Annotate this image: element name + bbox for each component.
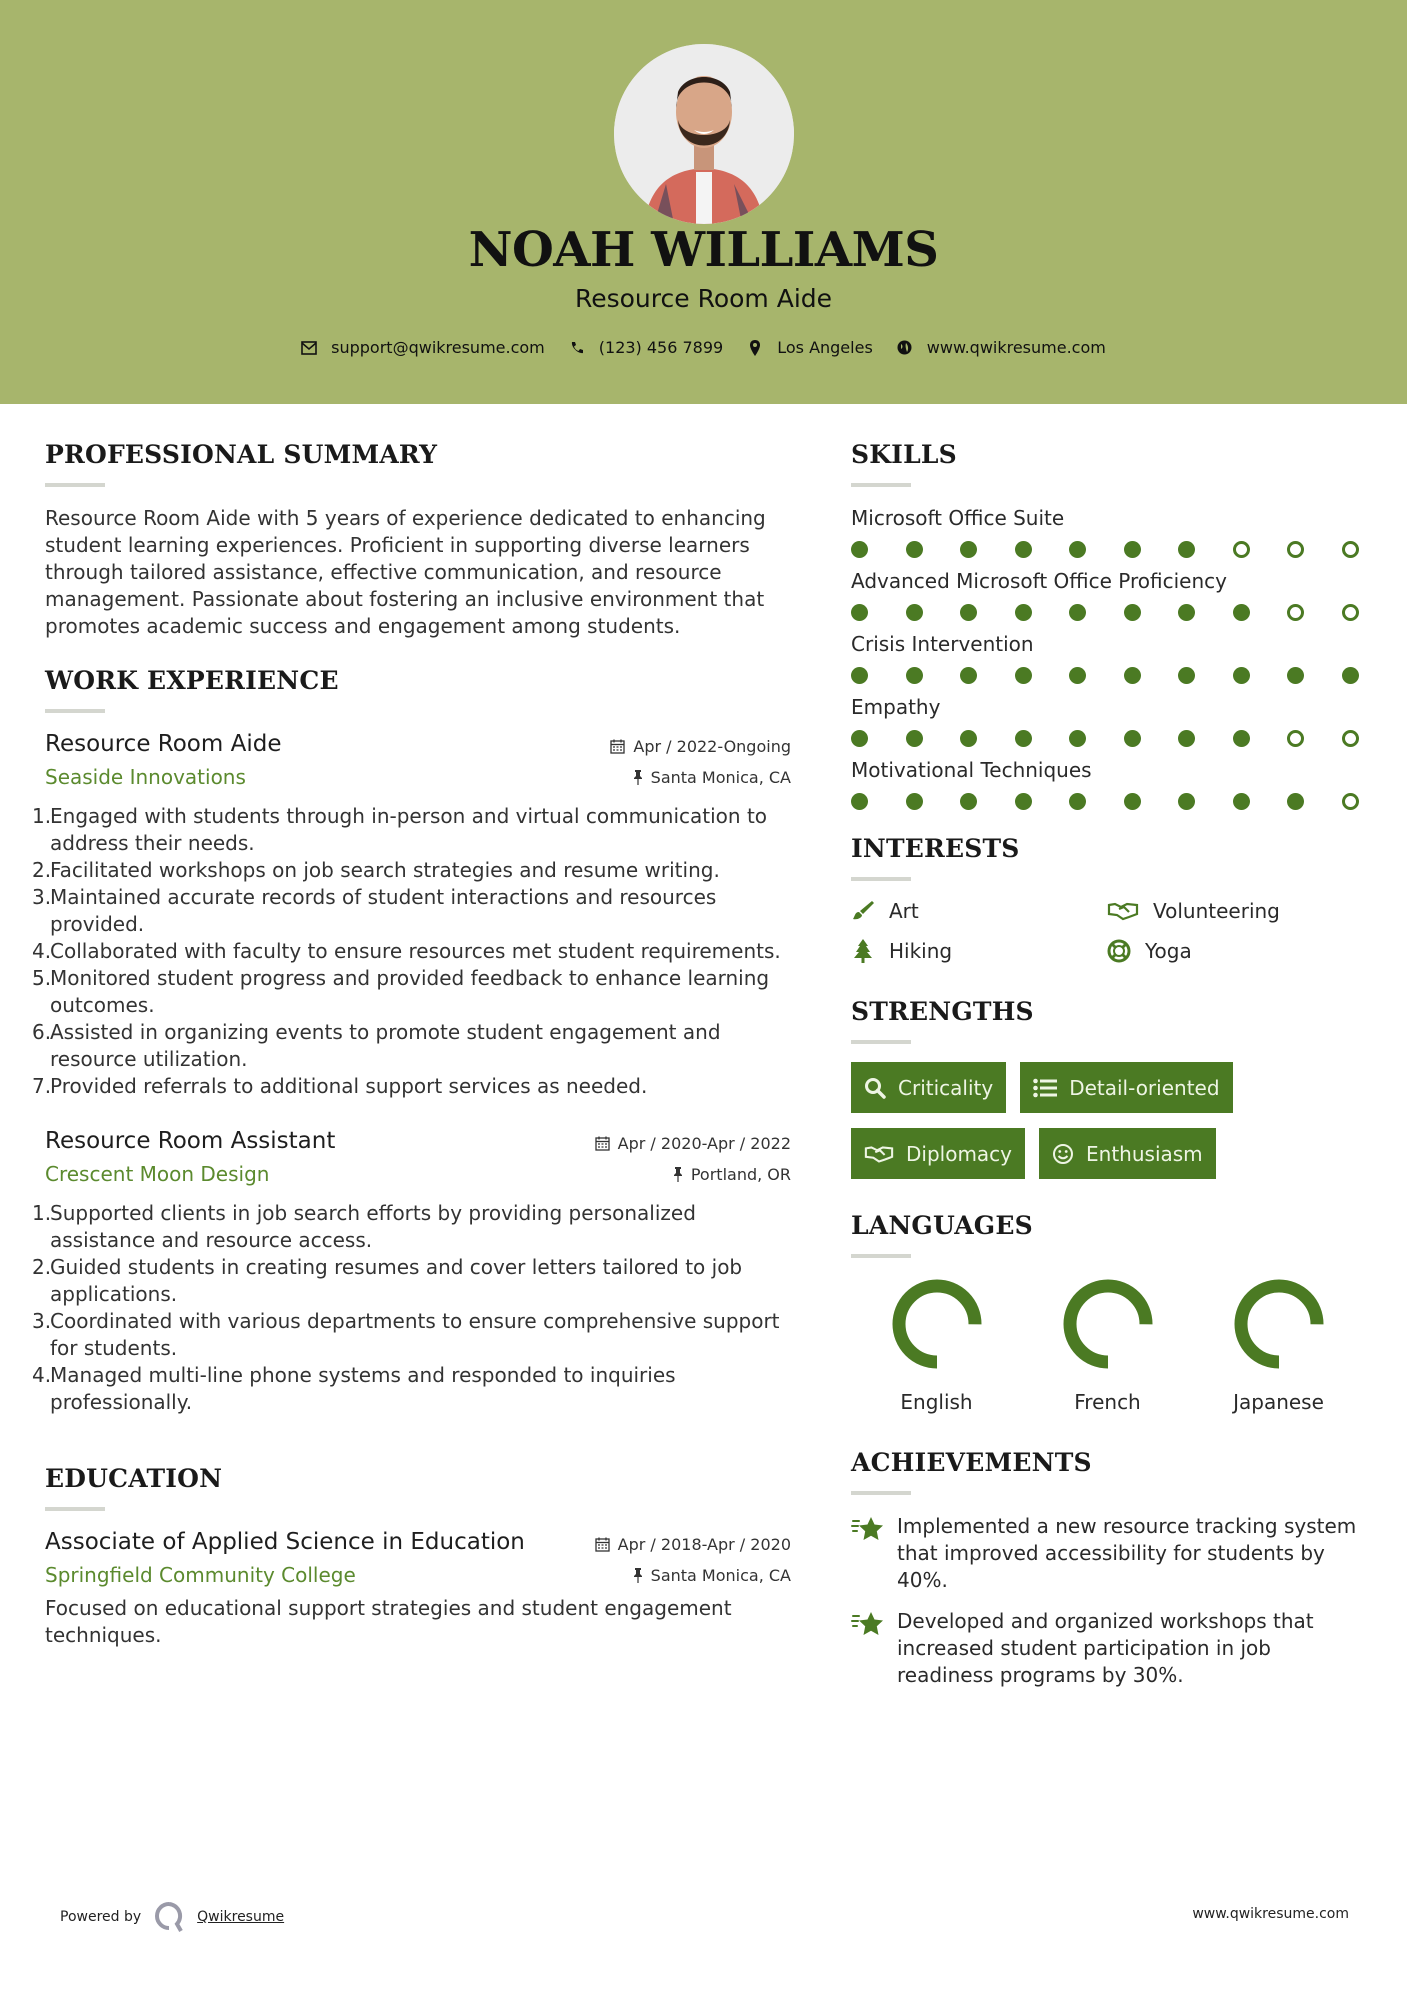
skill-name: Empathy xyxy=(851,695,941,719)
section-divider xyxy=(851,877,911,881)
candidate-title: Resource Room Aide xyxy=(574,284,833,313)
section-divider xyxy=(851,1491,911,1495)
summary-section xyxy=(45,440,791,640)
job-entry xyxy=(32,1128,791,1416)
rating-dot-filled xyxy=(906,541,923,558)
skill-name: Motivational Techniques xyxy=(851,758,1092,782)
education-heading: EDUCATION xyxy=(45,1464,223,1493)
education-dates-text: Apr / 2018-Apr / 2020 xyxy=(617,1535,791,1554)
rating-dot-filled xyxy=(1233,667,1250,684)
rating-dot-filled xyxy=(960,604,977,621)
rating-dot-filled xyxy=(906,667,923,684)
degree-name: Associate of Applied Science in Education xyxy=(45,1529,525,1555)
skill-name: Crisis Intervention xyxy=(851,632,1034,656)
globe-icon xyxy=(897,340,913,356)
languages-heading: LANGUAGES xyxy=(851,1211,1033,1240)
footer-website-link[interactable]: www.qwikresume.com xyxy=(1192,1906,1349,1922)
rating-dot-filled xyxy=(1015,541,1032,558)
job-dates-text: Apr / 2020-Apr / 2022 xyxy=(617,1134,791,1153)
section-divider xyxy=(45,483,105,487)
language-name: English xyxy=(900,1390,973,1414)
interest-art: Art xyxy=(851,899,1107,923)
strengths-heading: STRENGTHS xyxy=(851,997,1034,1026)
rating-dot-filled xyxy=(1015,604,1032,621)
skill-name: Microsoft Office Suite xyxy=(851,506,1065,530)
rating-dot-filled xyxy=(1069,667,1086,684)
job-company: Crescent Moon Design xyxy=(45,1162,270,1186)
calendar-icon xyxy=(610,739,625,754)
location-text: Los Angeles xyxy=(777,338,873,357)
achievement-item: Developed and organized workshops that increased student participation in job readiness programs by 30%. xyxy=(851,1608,1371,1689)
section-divider xyxy=(45,1507,105,1511)
duty-item: 4.Collaborated with faculty to ensure resources met student requirements. xyxy=(32,939,781,963)
left-column xyxy=(32,440,791,1649)
rating-dot-filled xyxy=(1178,604,1195,621)
achievements-heading: ACHIEVEMENTS xyxy=(851,1448,1092,1477)
education-description: Focused on educational support strategies and student engagement techniques. xyxy=(45,1596,732,1647)
rating-dot-filled xyxy=(1178,667,1195,684)
rating-dot-filled xyxy=(906,604,923,621)
job-role: Resource Room Aide xyxy=(45,731,282,757)
phone-icon xyxy=(569,340,585,356)
rating-dot-filled xyxy=(1015,793,1032,810)
rating-dot-filled xyxy=(1233,793,1250,810)
skill-item xyxy=(851,631,1371,684)
pushpin-icon xyxy=(673,1167,683,1182)
language-name: Japanese xyxy=(1233,1390,1324,1414)
paintbrush-icon xyxy=(851,899,875,923)
language-name: French xyxy=(1074,1390,1141,1414)
job-entry xyxy=(32,731,791,1100)
calendar-icon xyxy=(595,1537,610,1552)
rating-dot-filled xyxy=(960,667,977,684)
skill-rating xyxy=(851,604,1359,621)
handshake-icon xyxy=(1107,899,1139,923)
job-dates xyxy=(595,1134,791,1153)
duty-item: 1.Supported clients in job search efforts by providing personalized assistance and resource access. xyxy=(32,1201,696,1252)
star-award-icon xyxy=(851,1610,887,1642)
interests-heading: INTERESTS xyxy=(851,834,1020,863)
pushpin-icon xyxy=(633,1568,643,1583)
rating-dot-filled xyxy=(1178,541,1195,558)
job-company: Seaside Innovations xyxy=(45,765,246,789)
skill-item xyxy=(851,757,1371,810)
language-item xyxy=(851,1276,1022,1414)
languages-section xyxy=(851,1211,1371,1414)
strength-detail-oriented: Detail-oriented xyxy=(1020,1062,1232,1113)
rating-dot-filled xyxy=(1124,730,1141,747)
rating-dot-empty xyxy=(1287,604,1304,621)
rating-dot-filled xyxy=(906,793,923,810)
rating-dot-filled xyxy=(1287,667,1304,684)
strength-criticality: Criticality xyxy=(851,1062,1006,1113)
rating-dot-filled xyxy=(1124,541,1141,558)
language-item xyxy=(1022,1276,1193,1414)
skill-item xyxy=(851,505,1371,558)
language-progress-ring xyxy=(889,1276,985,1372)
language-progress-ring xyxy=(1231,1276,1327,1372)
duty-item: 3.Coordinated with various departments to ensure comprehensive support for students. xyxy=(32,1309,780,1360)
skills-heading: SKILLS xyxy=(851,440,957,469)
search-icon xyxy=(864,1077,886,1099)
strengths-section xyxy=(851,997,1371,1179)
rating-dot-filled xyxy=(1124,793,1141,810)
section-divider xyxy=(851,1254,911,1258)
star-award-icon xyxy=(851,1515,887,1547)
email-text: support@qwikresume.com xyxy=(331,338,545,357)
duty-item: 6.Assisted in organizing events to promote student engagement and resource utilization. xyxy=(32,1020,721,1071)
education-dates xyxy=(595,1535,791,1554)
job-location-text: Portland, OR xyxy=(690,1164,791,1184)
qwikresume-logo-icon xyxy=(155,1902,183,1932)
job-location xyxy=(673,1165,791,1184)
pushpin-icon xyxy=(633,770,643,785)
skill-item xyxy=(851,694,1371,747)
duty-item: 2.Facilitated workshops on job search strategies and resume writing. xyxy=(32,858,720,882)
skills-section xyxy=(851,440,1371,810)
rating-dot-empty xyxy=(1342,604,1359,621)
duty-list xyxy=(32,1200,791,1416)
rating-dot-filled xyxy=(851,667,868,684)
map-marker-icon xyxy=(747,340,763,356)
rating-dot-filled xyxy=(1015,730,1032,747)
language-item xyxy=(1193,1276,1364,1414)
envelope-icon xyxy=(301,340,317,356)
rating-dot-filled xyxy=(1178,730,1195,747)
candidate-name: NOAH WILLIAMS xyxy=(468,222,939,278)
section-divider xyxy=(851,1040,911,1044)
rating-dot-filled xyxy=(1069,604,1086,621)
skill-rating xyxy=(851,541,1359,558)
rating-dot-filled xyxy=(960,793,977,810)
education-section xyxy=(45,1464,791,1649)
duty-item: 5.Monitored student progress and provided feedback to enhance learning outcomes. xyxy=(32,966,770,1017)
rating-dot-filled xyxy=(851,541,868,558)
tree-icon xyxy=(851,939,875,963)
education-location-text: Santa Monica, CA xyxy=(650,1565,791,1585)
smile-icon xyxy=(1052,1143,1074,1165)
skill-item xyxy=(851,568,1371,621)
skill-rating xyxy=(851,730,1359,747)
achievements-section xyxy=(851,1448,1371,1689)
rating-dot-empty xyxy=(1342,541,1359,558)
rating-dot-filled xyxy=(851,604,868,621)
skill-name: Advanced Microsoft Office Proficiency xyxy=(851,569,1227,593)
rating-dot-empty xyxy=(1287,730,1304,747)
school-name: Springfield Community College xyxy=(45,1563,356,1587)
rating-dot-filled xyxy=(1069,730,1086,747)
contact-phone[interactable] xyxy=(569,338,723,357)
duty-list xyxy=(32,803,791,1100)
duty-item: 1.Engaged with students through in-person and virtual communication to address their needs. xyxy=(32,804,768,855)
strength-diplomacy: Diplomacy xyxy=(851,1128,1025,1179)
rating-dot-filled xyxy=(1124,604,1141,621)
duty-item: 3.Maintained accurate records of student interactions and resources provided. xyxy=(32,885,717,936)
interest-hiking: Hiking xyxy=(851,939,1107,963)
skill-rating xyxy=(851,793,1359,810)
rating-dot-filled xyxy=(1233,730,1250,747)
duty-item: 7.Provided referrals to additional support services as needed. xyxy=(32,1074,648,1098)
rating-dot-filled xyxy=(960,541,977,558)
rating-dot-filled xyxy=(1124,667,1141,684)
rating-dot-empty xyxy=(1342,730,1359,747)
rating-dot-filled xyxy=(1178,793,1195,810)
footer-powered-by: Powered by Qwikresume xyxy=(60,1902,284,1932)
profile-photo xyxy=(614,44,794,224)
rating-dot-empty xyxy=(1287,541,1304,558)
rating-dot-empty xyxy=(1342,793,1359,810)
rating-dot-empty xyxy=(1233,541,1250,558)
contact-email[interactable] xyxy=(301,338,545,357)
rating-dot-filled xyxy=(1342,667,1359,684)
rating-dot-filled xyxy=(1069,541,1086,558)
right-column xyxy=(851,440,1371,1703)
job-location-text: Santa Monica, CA xyxy=(650,767,791,787)
qwikresume-link[interactable]: Qwikresume xyxy=(197,1909,285,1925)
resume-header xyxy=(0,0,1407,404)
section-divider xyxy=(851,483,911,487)
job-dates-text: Apr / 2022-Ongoing xyxy=(633,737,791,756)
job-location xyxy=(633,768,791,787)
contact-location xyxy=(747,338,873,357)
summary-heading: PROFESSIONAL SUMMARY xyxy=(45,440,438,469)
life-ring-icon xyxy=(1107,939,1131,963)
rating-dot-filled xyxy=(1015,667,1032,684)
summary-text: Resource Room Aide with 5 years of experience dedicated to enhancing student learning experiences. Proficient in supporting diverse learners through tailored assistance, effective communication, and resource management. Passionate about fostering an inclusive environment that promotes academic success and engagement among students. xyxy=(45,506,766,638)
rating-dot-filled xyxy=(851,793,868,810)
calendar-icon xyxy=(595,1136,610,1151)
section-divider xyxy=(45,709,105,713)
rating-dot-filled xyxy=(906,730,923,747)
achievement-item: Implemented a new resource tracking system that improved accessibility for students by 40%. xyxy=(851,1513,1371,1594)
contact-bar xyxy=(0,338,1407,357)
handshake-icon xyxy=(864,1144,894,1164)
strength-enthusiasm: Enthusiasm xyxy=(1039,1128,1216,1179)
duty-item: 2.Guided students in creating resumes and cover letters tailored to job applications. xyxy=(32,1255,743,1306)
interest-yoga: Yoga xyxy=(1107,939,1357,963)
language-progress-ring xyxy=(1060,1276,1156,1372)
rating-dot-filled xyxy=(1233,604,1250,621)
skill-rating xyxy=(851,667,1359,684)
interest-volunteering: Volunteering xyxy=(1107,899,1357,923)
job-role: Resource Room Assistant xyxy=(45,1128,336,1154)
job-dates xyxy=(610,737,791,756)
phone-text: (123) 456 7899 xyxy=(598,338,724,357)
experience-section xyxy=(32,666,791,1416)
experience-heading: WORK EXPERIENCE xyxy=(45,666,339,695)
rating-dot-filled xyxy=(960,730,977,747)
rating-dot-filled xyxy=(1069,793,1086,810)
rating-dot-filled xyxy=(1287,793,1304,810)
rating-dot-filled xyxy=(851,730,868,747)
education-location xyxy=(633,1566,791,1585)
contact-website[interactable] xyxy=(897,338,1106,357)
list-icon xyxy=(1033,1078,1057,1098)
duty-item: 4.Managed multi-line phone systems and responded to inquiries professionally. xyxy=(32,1363,676,1414)
interests-section xyxy=(851,834,1371,963)
website-text: www.qwikresume.com xyxy=(926,338,1106,357)
